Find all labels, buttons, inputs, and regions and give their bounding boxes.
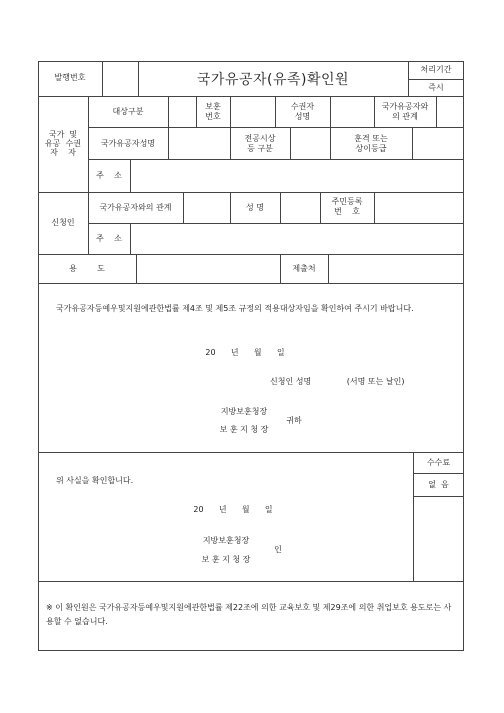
veteran-no-input[interactable] bbox=[231, 97, 275, 127]
resident-no-label: 주민등록 번 호 bbox=[331, 197, 363, 216]
submit-to-input[interactable] bbox=[329, 255, 463, 283]
category-input[interactable] bbox=[169, 97, 196, 127]
holder-name-label: 수권자 성명 bbox=[290, 102, 315, 121]
applicant-name-input[interactable] bbox=[281, 193, 320, 223]
decoration-input[interactable] bbox=[413, 128, 463, 159]
addressee-branch-office: 보 훈 지 청 장 bbox=[219, 425, 269, 434]
processing-period-label: 처리기간 bbox=[420, 65, 452, 74]
applicant-relation-input[interactable] bbox=[184, 193, 230, 223]
holder-name-input[interactable] bbox=[331, 97, 374, 127]
applicant-address-label: 주 소 bbox=[96, 234, 122, 243]
war-service-input[interactable] bbox=[291, 128, 330, 159]
request-date: 20 년 월 일 bbox=[205, 348, 285, 357]
veteran-address-input[interactable] bbox=[131, 160, 463, 192]
war-service-label: 전공시상 등 구분 bbox=[244, 134, 276, 153]
honorific: 귀하 bbox=[286, 416, 302, 425]
veteran-section-label: 국가 및 유공 수권 자 자 bbox=[45, 130, 81, 157]
fee-value: 없 음 bbox=[428, 480, 449, 489]
applicant-address-input[interactable] bbox=[131, 224, 463, 254]
confirmation-body: 위 사실을 확인합니다. bbox=[56, 476, 134, 485]
applicant-relation-label: 국가유공자와의 관계 bbox=[99, 203, 172, 212]
veteran-no-label: 보훈 번호 bbox=[205, 102, 221, 121]
request-body: 국가유공자등예우및지원에관한법률 제4조 및 제5조 규정의 적용대상자임을 확인하여 주시기 바랍니다. bbox=[56, 304, 414, 313]
relation-input[interactable] bbox=[437, 97, 463, 127]
relation-label: 국가유공자와 의 관계 bbox=[381, 102, 429, 121]
applicant-signature: 신청인 성명 (서명 또는 날인) bbox=[270, 377, 405, 386]
issuer-branch-office: 보 훈 지 청 장 bbox=[201, 555, 251, 564]
submit-to-label: 제출처 bbox=[292, 264, 316, 273]
resident-no-input[interactable] bbox=[375, 193, 463, 223]
issuer-seal: 인 bbox=[274, 545, 282, 554]
veteran-name-input[interactable] bbox=[169, 128, 230, 159]
footnote: ※ 이 확인원은 국가유공자등예우및지원에관한법률 제22조에 의한 교육보호 및 제29조에 의한 취업보호 용도로는 사용할 수 없습니다. bbox=[46, 603, 452, 626]
addressee-regional-office: 지방보훈청장 bbox=[220, 407, 268, 416]
veteran-address-label: 주 소 bbox=[96, 171, 122, 180]
veteran-name-label: 국가유공자성명 bbox=[100, 139, 156, 148]
usage-input[interactable] bbox=[137, 255, 280, 283]
processing-period-value: 즉시 bbox=[428, 83, 444, 92]
decoration-label: 훈격 또는 상이등급 bbox=[354, 134, 388, 153]
issuer-regional-office: 지방보훈청장 bbox=[202, 536, 250, 545]
issue-no-label: 발행번호 bbox=[54, 73, 86, 82]
applicant-section-label: 신청인 bbox=[51, 218, 75, 227]
form-title-cell bbox=[138, 61, 408, 97]
confirmation-date: 20 년 월 일 bbox=[193, 505, 273, 514]
form-title: 국가유공자(유족)확인원 bbox=[196, 72, 350, 88]
applicant-name-label: 성 명 bbox=[246, 203, 264, 212]
category-label: 대상구분 bbox=[112, 107, 144, 116]
usage-label: 용 도 bbox=[69, 264, 105, 273]
fee-label: 수수료 bbox=[426, 458, 451, 467]
